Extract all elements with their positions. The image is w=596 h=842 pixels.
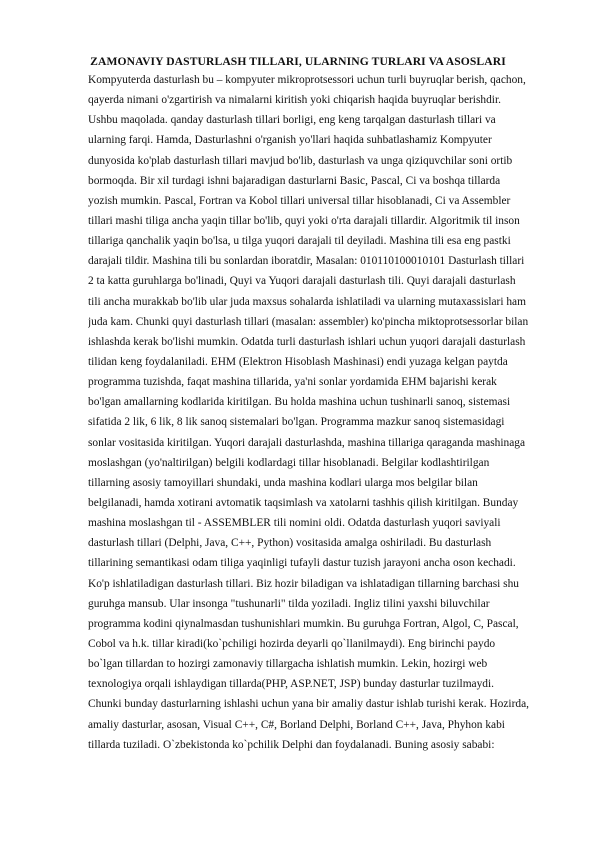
body-line: Chunki bunday dasturlarning ishlashi uchun yana bir amaliy dastur ishlab turishi kerak. Hozirda, (88, 698, 529, 711)
body-line: tilidan keng foydalaniladi. EHM (Elektron Hisoblash Mashinasi) endi yuzaga kelgan paytda (88, 355, 508, 368)
body-line: darajali tildir. Mashina tili bu sonlardan iboratdir, Masalan: 010110100010101 Dasturlash tillari (88, 255, 525, 268)
body-line: programma tuzishda, faqat mashina tillarida, ya'ni sonlar yordamida EHM bajarishi kerak (88, 376, 497, 389)
body-line: qayerda nimani o'zgartirish va nimalarni kiritish yoki chiqarish haqida buyruqlar berishdir. (88, 94, 501, 107)
document-title: ZAMONAVIY DASTURLASH TILLARI, ULARNING TURLARI VA ASOSLARI (90, 55, 506, 68)
body-line: guruhga mansub. Ular insonga "tushunarli" tilda yoziladi. Ingliz tilini yaxshi biluvchilar (88, 597, 490, 610)
body-line: yozish mumkin. Pascal, Fortran va Kobol tillari universal tillar hisoblanadi, Ci va Assembler (88, 194, 511, 207)
body-line: Ko'p ishlatiladigan dasturlash tillari. Biz hozir biladigan va ishlatadigan tillarning barchasi shu (88, 577, 519, 590)
body-line: juda kam. Chunki quyi dasturlash tillari (masalan: assembler) ko'pincha miktoprotsessorlar bilan (88, 315, 529, 328)
body-line: texnologiya orqali ishlaydigan tillarda(PHP, ASP.NET, JSP) bunday dasturlar tuzilmaydi. (88, 678, 495, 691)
body-line: Cobol va h.k. tillar kiradi(ko`pchiligi hozirda deyarli qo`llanilmaydi). Eng birinchi paydo (88, 637, 496, 650)
body-line: programma kodini qiynalmasdan tushunishlari mumkin. Bu guruhga Fortran, Algol, C, Pascal, (88, 617, 519, 630)
body-line: Ushbu maqolada. qanday dasturlash tillari borligi, eng keng tarqalgan dasturlash tillari va (88, 114, 496, 127)
body-line: dasturlash tillari (Delphi, Java, C++, Python) vositasida amalga oshiriladi. Bu dasturlash (88, 537, 492, 550)
body-line: ishlashda kerak bo'lishi mumkin. Odatda turli dasturlash ishlari uchun yuqori darajali dasturlash (88, 335, 526, 348)
body-line: sonlar vositasida kiritilgan. Yuqori darajali dasturlashda, mashina tillariga qaraganda mashinaga (88, 436, 526, 449)
body-line: mashina moslashgan til - ASSEMBLER tili nomini oldi. Odatda dasturlash yuqori saviyali (88, 517, 501, 530)
body-line: tili ancha murakkab bo'lib ular juda maxsus sohalarda ishlatiladi va ularning mutaxassislari ham (88, 295, 526, 308)
body-line: sifatida 2 lik, 6 lik, 8 lik sanoq sistemalari bo'lgan. Programma mazkur sanoq sistemasidagi (88, 416, 505, 429)
body-line: tillariga qanchalik yaqin bo'lsa, u tilga yuqori darajali til deyiladi. Mashina tili esa eng pastki (88, 235, 511, 248)
body-line: ularning farqi. Hamda, Dasturlashni o'rganish yo'llari haqida suhbatlashamiz Kompyuter (88, 134, 492, 147)
body-line: belgilanadi, hamda xotirani avtomatik taqsimlash va xatolarni tashhis qilish kiritilgan. Bunday (88, 496, 519, 509)
body-line: bo`lgan tillardan to hozirgi zamonaviy tillargacha ishlatish mumkin. Lekin, hozirgi web (88, 658, 488, 671)
body-line: bo'lgan amallarning kodlarida kiritilgan. Bu holda mashina uchun tushinarli sanoq, sistemasi (88, 396, 511, 409)
body-line: Kompyuterda dasturlash bu – kompyuter mikroprotsessori uchun turli buyruqlar berish, qachon, (88, 74, 526, 86)
body-line: tillarining semantikasi odam tiliga yaqinligi tufayli dastur tuzish jarayoni ancha oson kechadi. (88, 557, 516, 570)
body-line: tillari mashi tiliga ancha yaqin tillar bo'lib, quyi yoki o'rta darajali tillardir. Algoritmik til inson (88, 214, 520, 227)
document-body (88, 70, 556, 755)
body-line: bormoqda. Bir xil turdagi ishni bajaradigan dasturlarni Basic, Pascal, Ci va boshqa tillarda (88, 174, 501, 187)
body-line: tillarning asosiy tamoyillari shundaki, unda mashina kodlari ularga mos belgilar bilan (88, 476, 478, 489)
body-line: tillarda tuziladi. O`zbekistonda ko`pchilik Delphi dan foydalanadi. Buning asosiy sababi: (88, 738, 495, 751)
body-line: dunyosida ko'plab dasturlash tillari mavjud bo'lib, dasturlash va unga qiziquvchilar soni ortib (88, 154, 513, 167)
body-line: moslashgan (yo'naltirilgan) belgili kodlardagi tillar hisoblanadi. Belgilar kodlashtirilgan (88, 456, 490, 469)
body-line: amaliy dasturlar, asosan, Visual C++, C#, Borland Delphi, Borland C++, Java, Phyhon kabi (88, 718, 505, 731)
body-line: 2 ta katta guruhlarga bo'linadi, Quyi va Yuqori darajali dasturlash tili. Quyi darajali dasturlash (88, 275, 516, 288)
